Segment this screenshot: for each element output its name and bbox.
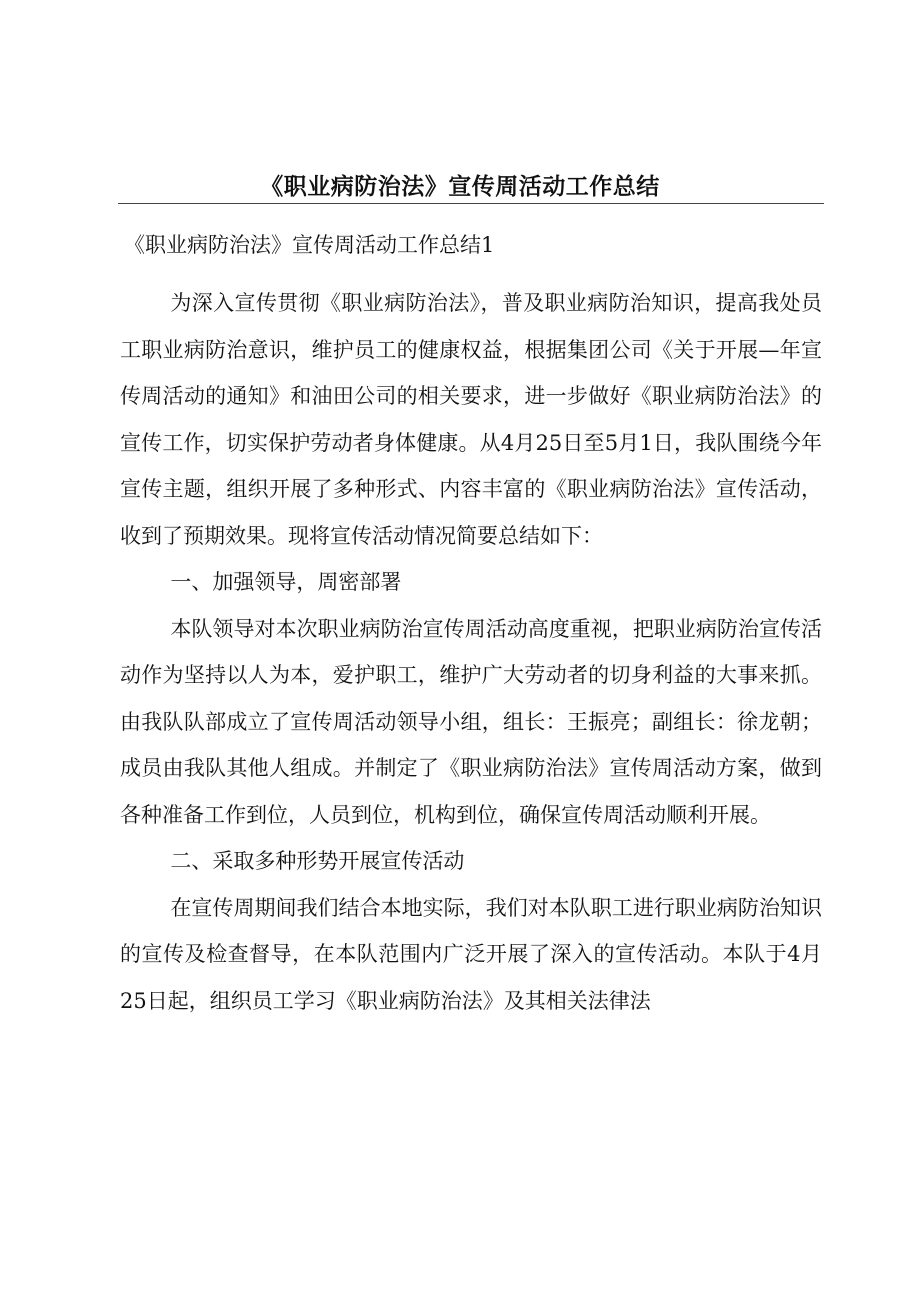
document-title: 《职业病防治法》宣传周活动工作总结 [260, 174, 660, 200]
section-heading-2: 二、采取多种形势开展宣传活动 [170, 849, 465, 873]
section-1-paragraph: 本队领导对本次职业病防治宣传周活动高度重视，把职业病防治宣传活动作为坚持以人为本，爱护职工，维护广大劳动者的切身利益的大事来抓。由我队队部成立了宣传周活动领导小组，组长：王振亮；副组长：徐龙朝；成员由我队其他人组成。并制定了《职业病防治法》宣传周活动方案，做到各种准备工作到位，人员到位，机构到位，确保宣传周活动顺利开展。 [120, 616, 822, 827]
section-2-paragraph: 在宣传周期间我们结合本地实际，我们对本队职工进行职业病防治知识的宣传及检查督导，在本队范围内广泛开展了深入的宣传活动。本队于4月25日起，组织员工学习《职业病防治法》及其相关法律法 [120, 895, 822, 1013]
intro-paragraph: 为深入宣传贯彻《职业病防治法》，普及职业病防治知识，提高我处员工职业病防治意识，维护员工的健康权益，根据集团公司《关于开展—年宣传周活动的通知》和油田公司的相关要求，进一步做好《职业病防治法》的宣传工作，切实保护劳动者身体健康。从4月25日至5月1日，我队围绕今年宣传主题，组织开展了多种形式、内容丰富的《职业病防治法》宣传活动，收到了预期效果。现将宣传活动情况简要总结如下： [120, 291, 822, 548]
section-heading: 《职业病防治法》宣传周活动工作总结1 [124, 233, 495, 257]
title-underline [118, 203, 824, 204]
document-body [120, 280, 822, 1024]
section-heading-1: 一、加强领导，周密部署 [170, 570, 402, 594]
